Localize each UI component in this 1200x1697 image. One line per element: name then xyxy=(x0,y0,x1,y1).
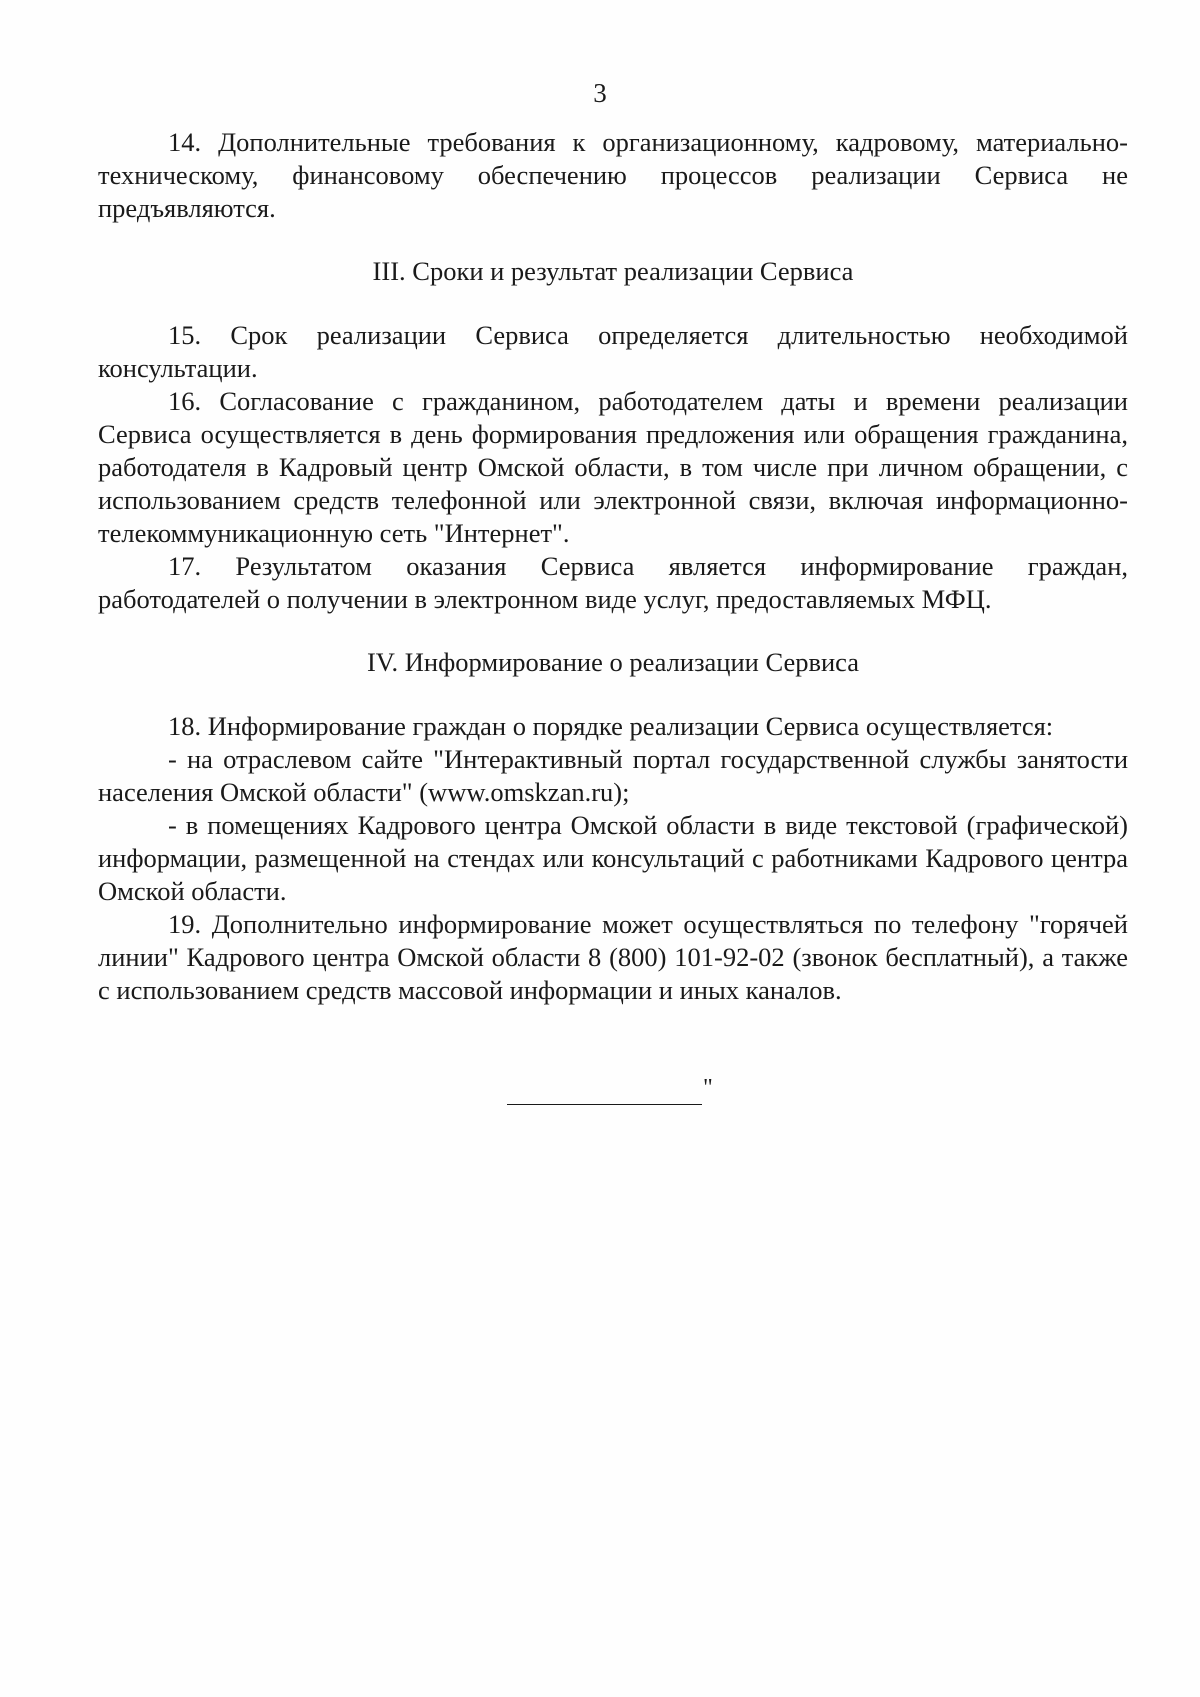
paragraph-18-item-premises: - в помещениях Кадрового центра Омской области в виде текстовой (графической) информации, размещенной на стендах или консультаций с работниками Кадрового центра Омской области. xyxy=(98,810,1128,906)
paragraph-19: 19. Дополнительно информирование может осуществляться по телефону "горячей линии" Кадрового центра Омской области 8 (800) 101-92-02 (звонок бесплатный), а также с использованием средств массовой информации и иных каналов. xyxy=(98,909,1128,1005)
document-body xyxy=(98,126,1128,1007)
section-title-3: III. Сроки и результат реализации Сервиса xyxy=(372,256,854,286)
paragraph-18-item-website: - на отраслевом сайте "Интерактивный портал государственной службы занятости населения Омской области" (www.omskzan.ru); xyxy=(98,744,1128,807)
paragraph-15: 15. Срок реализации Сервиса определяется длительностью необходимой консультации. xyxy=(98,320,1128,383)
paragraph-17: 17. Результатом оказания Сервиса является информирование граждан, работодателей о получении в электронном виде услуг, предоставляемых МФЦ. xyxy=(98,551,1128,614)
section-title-4: IV. Информирование о реализации Сервиса xyxy=(366,647,860,677)
spacer xyxy=(98,225,1128,255)
spacer xyxy=(98,616,1128,646)
closing-rule xyxy=(507,1104,702,1105)
paragraph-14: 14. Дополнительные требования к организационному, кадровому, материально-техническому, финансовому обеспечению процессов реализации Сервиса не предъявляются. xyxy=(98,127,1128,223)
paragraph-16: 16. Согласование с гражданином, работодателем даты и времени реализации Сервиса осуществляется в день формирования предложения или обращения гражданина, работодателя в Кадровый центр Омской области, в том числе при личном обращении, с использованием средств телефонной или электронной связи, включая информационно-телекоммуникационную сеть "Интернет". xyxy=(98,386,1128,548)
closing-quote-mark: " xyxy=(703,1075,713,1101)
spacer xyxy=(98,288,1128,319)
page-number: 3 xyxy=(593,78,607,108)
spacer xyxy=(98,679,1128,710)
paragraph-18: 18. Информирование граждан о порядке реализации Сервиса осуществляется: xyxy=(168,711,1054,741)
